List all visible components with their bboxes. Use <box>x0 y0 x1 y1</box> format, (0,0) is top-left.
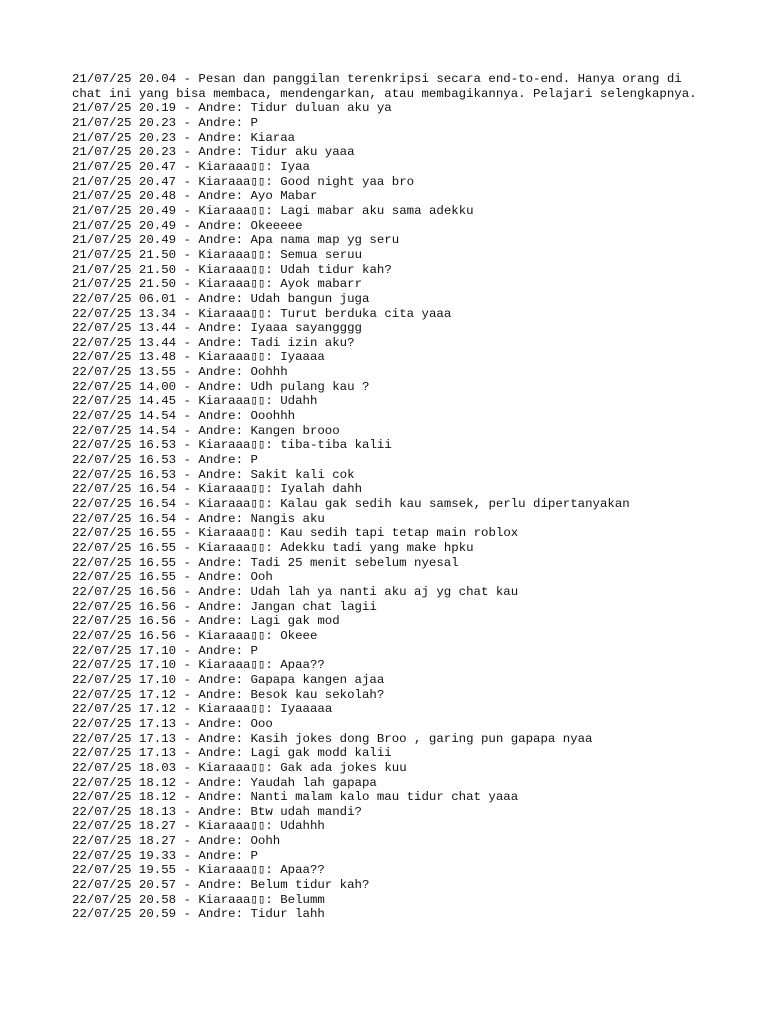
chat-message-line: 22/07/25 16.55 - Kiaraaa▯▯: Adekku tadi yang make hpku <box>72 541 474 555</box>
chat-message-line: 21/07/25 20.23 - Andre: Kiaraa <box>72 130 296 145</box>
chat-message-line: 22/07/25 17.10 - Andre: P <box>72 643 258 658</box>
chat-message-line: 22/07/25 13.44 - Andre: Iyaaa sayangggg <box>72 321 362 336</box>
chat-message-line: 22/07/25 17.13 - Andre: Kasih jokes dong Broo , garing pun gapapa nyaa <box>72 731 593 746</box>
chat-message-line: 22/07/25 16.56 - Kiaraaa▯▯: Okeee <box>72 628 318 643</box>
chat-message-line: 22/07/25 17.13 - Andre: Ooo <box>72 716 273 731</box>
chat-message-line: 22/07/25 17.13 - Andre: Lagi gak modd kalii <box>72 746 392 761</box>
chat-message-line: 22/07/25 20.57 - Andre: Belum tidur kah? <box>72 878 370 893</box>
chat-message-line: 22/07/25 13.34 - Kiaraaa▯▯: Turut berduka cita yaaa <box>72 306 452 321</box>
chat-message-line: 22/07/25 16.54 - Kiaraaa▯▯: Kalau gak sedih kau samsek, perlu dipertanyakan <box>72 497 630 512</box>
chat-message-line: 22/07/25 20.58 - Kiaraaa▯▯: Belumm <box>72 892 325 907</box>
chat-message-line: 22/07/25 18.27 - Andre: Oohh <box>72 834 281 849</box>
chat-message-line: 22/07/25 06.01 - Andre: Udah bangun juga <box>72 291 370 306</box>
chat-message-line: 22/07/25 18.12 - Andre: Yaudah lah gapapa <box>72 775 377 790</box>
chat-message-line: 22/07/25 14.54 - Andre: Kangen brooo <box>72 423 340 438</box>
chat-message-line: 22/07/25 14.00 - Andre: Udh pulang kau ? <box>72 379 370 394</box>
chat-message-line: 22/07/25 16.53 - Kiaraaa▯▯: tiba-tiba kalii <box>72 438 392 453</box>
chat-message-line: 22/07/25 16.54 - Kiaraaa▯▯: Iyalah dahh <box>72 482 363 497</box>
chat-message-line: 22/07/25 16.56 - Andre: Jangan chat lagii <box>72 599 377 614</box>
chat-message-line: 21/07/25 21.50 - Kiaraaa▯▯: Udah tidur kah? <box>72 262 392 277</box>
chat-message-line: 22/07/25 14.54 - Andre: Ooohhh <box>72 409 296 424</box>
chat-message-line: 22/07/25 17.10 - Andre: Gapapa kangen ajaa <box>72 672 385 687</box>
chat-message-line: 22/07/25 16.55 - Andre: Tadi 25 menit sebelum nyesal <box>72 555 459 570</box>
chat-message-line: 22/07/25 16.56 - Andre: Udah lah ya nanti aku aj yg chat kau <box>72 584 519 599</box>
chat-message-line: 22/07/25 13.55 - Andre: Oohhh <box>72 365 288 380</box>
chat-message-line: 22/07/25 18.12 - Andre: Nanti malam kalo mau tidur chat yaaa <box>72 790 519 805</box>
chat-message-line: 21/07/25 20.19 - Andre: Tidur duluan aku ya <box>72 101 392 116</box>
encryption-notice-line: 21/07/25 20.04 - Pesan dan panggilan terenkripsi secara end-to-end. Hanya orang di chat ini yang bisa membaca, mendengarkan, atau membagikannya. Pelajari selengkapnya. <box>72 72 697 101</box>
chat-message-line: 22/07/25 19.33 - Andre: P <box>72 848 258 863</box>
chat-message-line: 22/07/25 17.12 - Andre: Besok kau sekolah? <box>72 687 385 702</box>
chat-message-line: 22/07/25 17.12 - Kiaraaa▯▯: Iyaaaaa <box>72 702 333 717</box>
chat-message-line: 22/07/25 18.03 - Kiaraaa▯▯: Gak ada jokes kuu <box>72 760 407 775</box>
chat-message-line: 21/07/25 20.49 - Andre: Okeeeee <box>72 218 303 233</box>
chat-message-line: 22/07/25 17.10 - Kiaraaa▯▯: Apaa?? <box>72 658 325 673</box>
chat-message-line: 22/07/25 16.56 - Andre: Lagi gak mod <box>72 614 340 629</box>
chat-message-line: 21/07/25 21.50 - Kiaraaa▯▯: Semua seruu <box>72 247 363 262</box>
chat-export-document <box>72 72 712 922</box>
chat-message-line: 22/07/25 16.54 - Andre: Nangis aku <box>72 511 325 526</box>
chat-message-line: 22/07/25 14.45 - Kiaraaa▯▯: Udahh <box>72 394 318 409</box>
chat-message-line: 21/07/25 20.23 - Andre: Tidur aku yaaa <box>72 145 355 160</box>
chat-message-line: 21/07/25 20.47 - Kiaraaa▯▯: Iyaa <box>72 159 310 174</box>
chat-message-line: 22/07/25 18.13 - Andre: Btw udah mandi? <box>72 804 362 819</box>
chat-message-line: 22/07/25 16.53 - Andre: P <box>72 453 258 468</box>
chat-message-line: 21/07/25 20.23 - Andre: P <box>72 115 258 130</box>
chat-message-line: 22/07/25 16.55 - Andre: Ooh <box>72 570 273 585</box>
chat-message-line: 21/07/25 20.47 - Kiaraaa▯▯: Good night yaa bro <box>72 174 415 189</box>
chat-message-line: 22/07/25 13.44 - Andre: Tadi izin aku? <box>72 335 355 350</box>
chat-message-line: 22/07/25 19.55 - Kiaraaa▯▯: Apaa?? <box>72 863 325 878</box>
chat-message-line: 21/07/25 20.49 - Kiaraaa▯▯: Lagi mabar aku sama adekku <box>72 203 474 218</box>
chat-message-line: 22/07/25 13.48 - Kiaraaa▯▯: Iyaaaa <box>72 350 325 365</box>
chat-message-line: 21/07/25 20.48 - Andre: Ayo Mabar <box>72 189 318 204</box>
chat-message-line: 22/07/25 20.59 - Andre: Tidur lahh <box>72 907 325 922</box>
message-list <box>72 101 712 922</box>
chat-message-line: 22/07/25 18.27 - Kiaraaa▯▯: Udahhh <box>72 819 325 834</box>
chat-message-line: 21/07/25 21.50 - Kiaraaa▯▯: Ayok mabarr <box>72 277 363 292</box>
chat-message-line: 22/07/25 16.53 - Andre: Sakit kali cok <box>72 467 355 482</box>
chat-message-line: 22/07/25 16.55 - Kiaraaa▯▯: Kau sedih tapi tetap main roblox <box>72 526 519 541</box>
chat-message-line: 21/07/25 20.49 - Andre: Apa nama map yg seru <box>72 233 400 248</box>
